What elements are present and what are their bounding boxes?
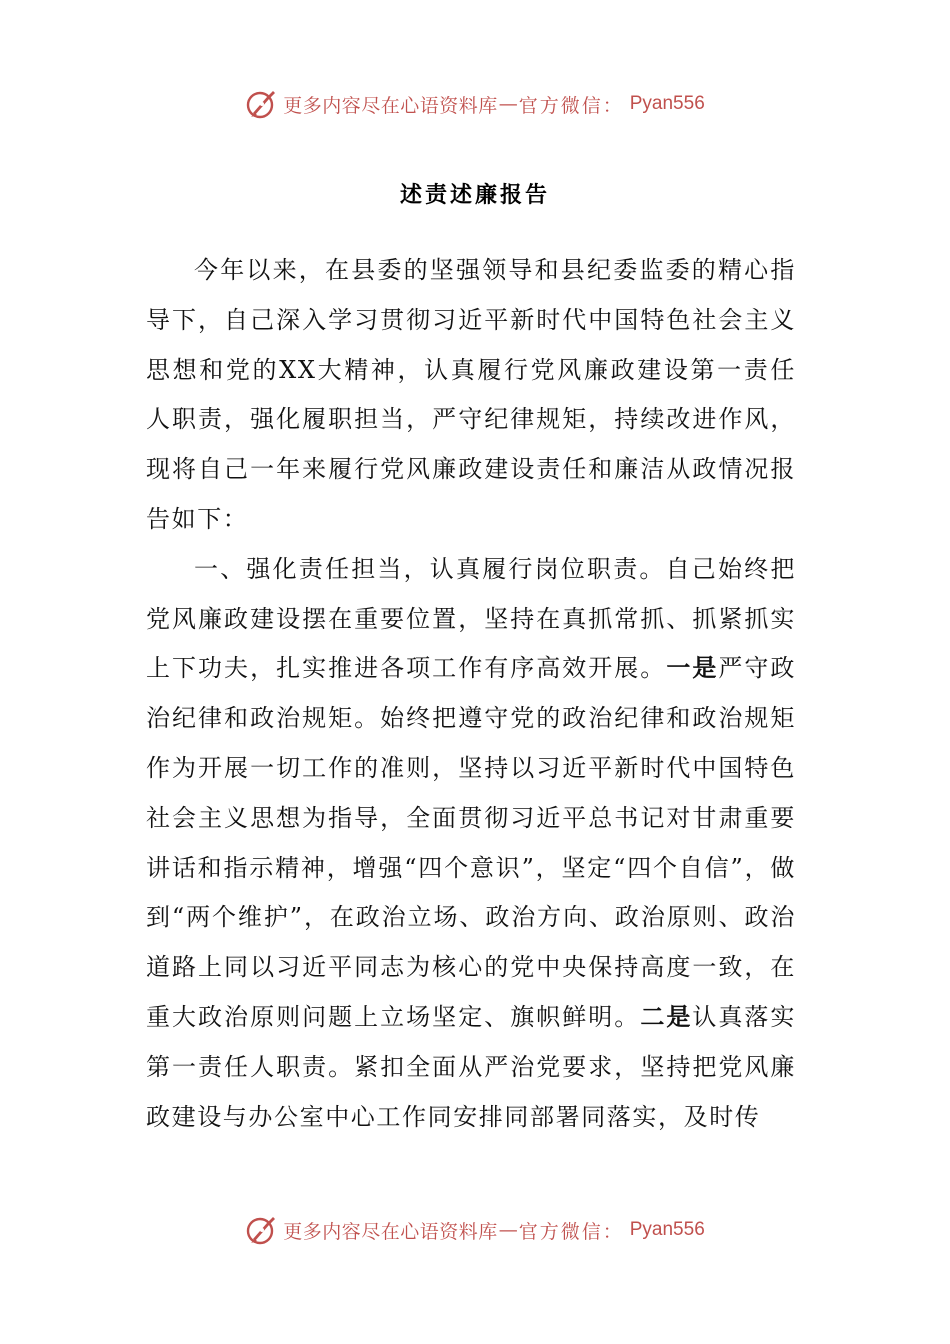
paragraph-intro: 今年以来，在县委的坚强领导和县纪委监委的精心指导下，自己深入学习贯彻习近平新时代中国特色社会主义思想和党的XX大精神，认真履行党风廉政建设第一责任人职责，强化履职担当，严守纪律规矩，持续改进作风，现将自己一年来履行党风廉政建设责任和廉洁从政情况报告如下： [146, 256, 796, 533]
watermark-banner-bottom [0, 1210, 950, 1250]
paragraph-section-one [146, 545, 796, 1143]
watermark-brand-text: 更多内容尽在心语资料库 [283, 94, 498, 117]
pen-nib-logo-icon [245, 1213, 279, 1247]
point-two-text: 认真落实第一责任人职责。紧扣全面从严治党要求，坚持把党风廉政建设与办公室中心工作同安排同部署同落实，及时传 [146, 1002, 797, 1131]
watermark-banner-top [0, 84, 950, 124]
watermark-wechat-label: 官方微信： [518, 1220, 624, 1243]
document-body [146, 246, 796, 1142]
pen-nib-logo-icon [245, 87, 279, 121]
watermark-brand-text: 更多内容尽在心语资料库 [283, 1220, 498, 1243]
watermark-wechat-id: Pyan556 [629, 93, 705, 114]
section-one-lead: 一、强化责任担当，认真履行岗位职责。自己始终把党风廉政建设摆在重要位置，坚持在真抓常抓、抓紧抓实上下功夫，扎实推进各项工作有序高效开展。 [146, 554, 796, 683]
watermark-dash: — [498, 93, 518, 115]
watermark-wechat-label: 官方微信： [518, 94, 624, 117]
watermark-wechat-id: Pyan556 [629, 1219, 705, 1240]
point-one-marker: 一是 [666, 654, 719, 683]
document-title: 述责述廉报告 [399, 183, 550, 208]
watermark-dash: — [498, 1219, 518, 1241]
point-one-text: 严守政治纪律和政治规矩。始终把遵守党的政治纪律和政治规矩作为开展一切工作的准则，坚持以习近平新时代中国特色社会主义思想为指导，全面贯彻习近平总书记对甘肃重要讲话和指示精神，增强“四个意识”，坚定“四个自信”，做到“两个维护”，在政治立场、政治方向、政治原则、政治道路上同以习近平同志为核心的党中央保持高度一致，在重大政治原则问题上立场坚定、旗帜鲜明。 [146, 654, 797, 1031]
point-two-marker: 二是 [640, 1002, 693, 1031]
